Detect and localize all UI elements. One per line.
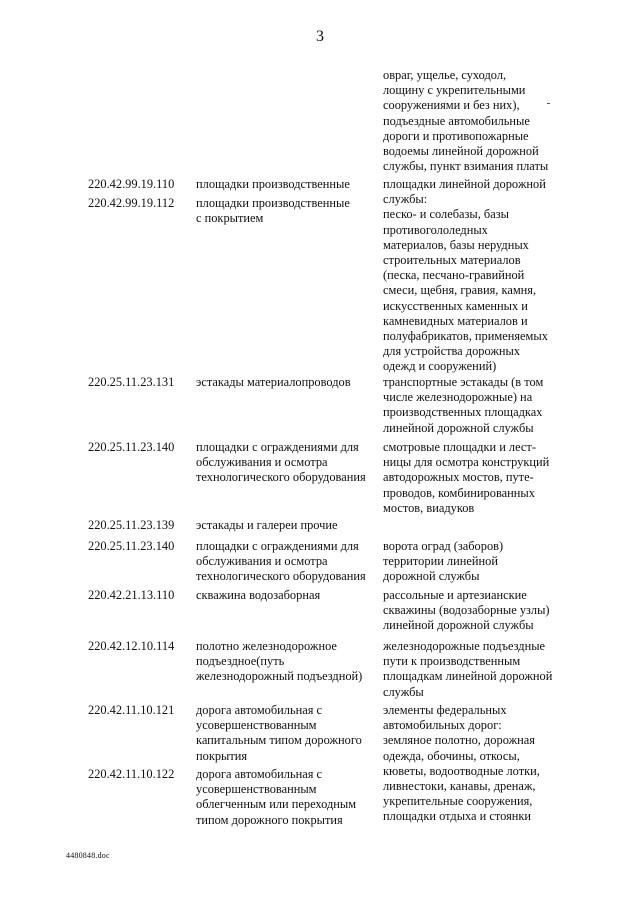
row-code: 220.42.21.13.110 xyxy=(88,588,175,602)
row-description: площадки линейной дорожной службы: песко- и солебазы, базы противогололедных материалов, базы нерудных строительных материалов (песка, песчано-гравийной смеси, щебня, гравия, камня, искусственных каменных и камневидных материалов и полуфабрикатов, применяемых для устройства дорожных одежд и сооружений) xyxy=(383,177,548,374)
row-description: ворота оград (заборов) территории линейной дорожной службы xyxy=(383,539,504,584)
row-code: 220.42.11.10.121 xyxy=(88,703,175,717)
row-name: полотно железнодорожное подъездное(путь железнодорожный подъездной) xyxy=(196,639,363,684)
continuation-text: овраг, ущелье, суходол, лощину с укрепительными сооружениями и без них), подъездные автомобильные дороги и противопожарные водоемы линейной дорожной службы, пункт взимания платы xyxy=(383,68,549,174)
row-name: эстакады и галереи прочие xyxy=(196,518,338,532)
row-description: смотровые площадки и лест- ницы для осмотра конструкций автодорожных мостов, путе- проводов, комбинированных мостов, виадуков xyxy=(383,440,550,515)
row-name: площадки с ограждениями для обслуживания и осмотра технологического оборудования xyxy=(196,539,366,584)
row-description: транспортные эстакады (в том числе железнодорожные) на производственных площадках линейной дорожной службы xyxy=(383,375,544,435)
row-code: 220.42.11.10.122 xyxy=(88,767,175,781)
row-name: скважина водозаборная xyxy=(196,588,321,602)
row-code: 220.25.11.23.140 xyxy=(88,539,175,553)
row-name: площадки производственные xyxy=(196,177,350,191)
file-name-footer: 4480848.doc xyxy=(66,851,110,860)
row-code: 220.25.11.23.139 xyxy=(88,518,175,532)
row-description: железнодорожные подъездные пути к производственным площадкам линейной дорожной службы xyxy=(383,639,553,699)
row-code: 220.42.12.10.114 xyxy=(88,639,175,653)
row-code: 220.42.99.19.110 xyxy=(88,177,175,191)
row-code: 220.42.99.19.112 xyxy=(88,196,175,210)
row-description: элементы федеральных автомобильных дорог: земляное полотно, дорожная одежда, обочины, откосы, кюветы, водоотводные лотки, ливнестоки, канавы, дренаж, укрепительные сооружения, площадки отдыха и стоянки xyxy=(383,703,540,824)
page-number: 3 xyxy=(316,28,324,45)
row-name: дорога автомобильная с усовершенствованным облегченным или переходным типом дорожного покрытия xyxy=(196,767,357,827)
row-name: площадки производственные с покрытием xyxy=(196,196,350,226)
row-name: дорога автомобильная с усовершенствованным капитальным типом дорожного покрытия xyxy=(196,703,362,763)
row-name: эстакады материалопроводов xyxy=(196,375,351,389)
row-name: площадки с ограждениями для обслуживания и осмотра технологического оборудования xyxy=(196,440,366,485)
row-code: 220.25.11.23.131 xyxy=(88,375,175,389)
scan-speck xyxy=(547,103,550,104)
row-description: рассольные и артезианские скважины (водозаборные узлы) линейной дорожной службы xyxy=(383,588,550,633)
row-code: 220.25.11.23.140 xyxy=(88,440,175,454)
